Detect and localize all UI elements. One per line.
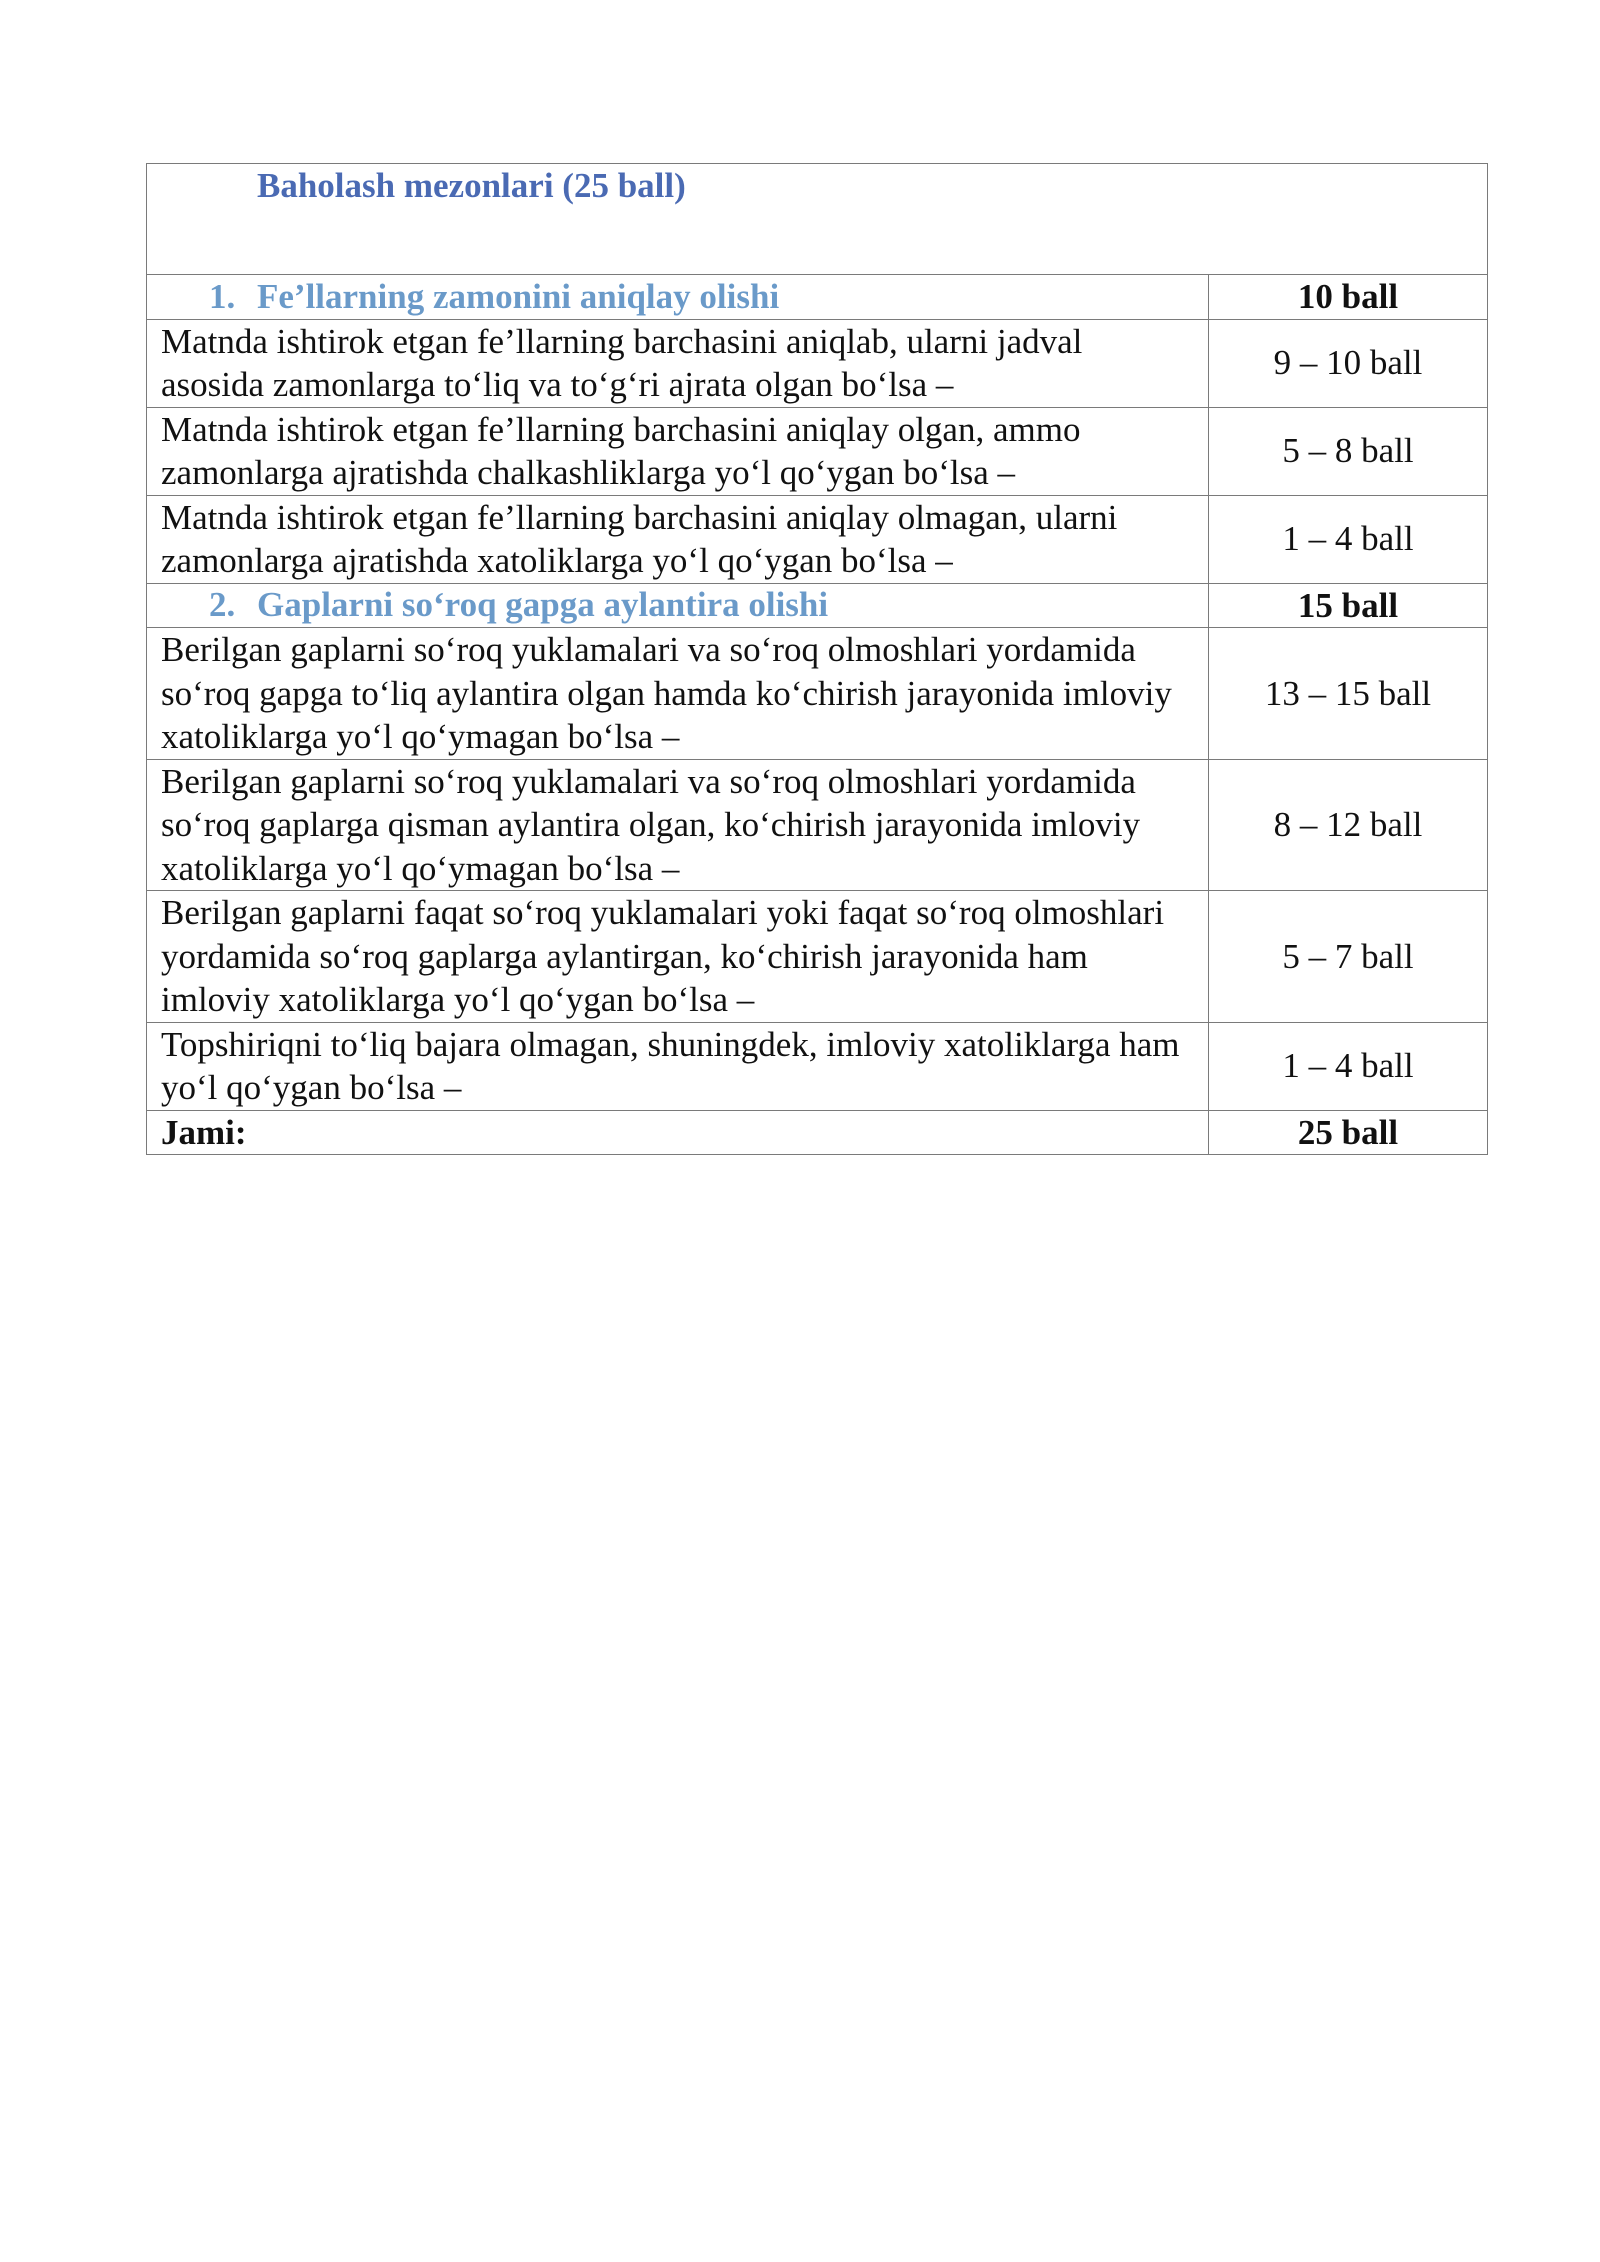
grading-criteria-table <box>146 163 1488 1155</box>
criteria-row <box>147 628 1488 760</box>
section-points: 10 ball <box>1209 275 1488 320</box>
section-header-row <box>147 275 1488 320</box>
section-title: Fe’llarning zamonini aniqlay olishi <box>257 276 780 316</box>
total-label: Jami: <box>147 1110 1209 1155</box>
criteria-description: Matnda ishtirok etgan fe’llarning barchasini aniqlab, ularni jadval asosida zamonlarga to‘liq va to‘g‘ri ajrata olgan bo‘lsa – <box>147 319 1209 407</box>
section-heading <box>147 275 1209 320</box>
section-header-row <box>147 583 1488 628</box>
criteria-score: 9 – 10 ball <box>1209 319 1488 407</box>
section-number: 2. <box>209 585 236 625</box>
title-row <box>147 164 1488 275</box>
criteria-score: 5 – 7 ball <box>1209 891 1488 1023</box>
title-cell <box>147 164 1488 275</box>
section-heading <box>147 583 1209 628</box>
criteria-description: Matnda ishtirok etgan fe’llarning barchasini aniqlay olmagan, ularni zamonlarga ajratishda xatoliklarga yo‘l qo‘ygan bo‘lsa – <box>147 495 1209 583</box>
criteria-description: Berilgan gaplarni faqat so‘roq yuklamalari yoki faqat so‘roq olmoshlari yordamida so‘roq gaplarga aylantirgan, ko‘chirish jarayonida ham imloviy xatoliklarga yo‘l qo‘ygan bo‘lsa – <box>147 891 1209 1023</box>
criteria-row <box>147 407 1488 495</box>
criteria-row <box>147 891 1488 1023</box>
criteria-score: 8 – 12 ball <box>1209 759 1488 891</box>
criteria-score: 13 – 15 ball <box>1209 628 1488 760</box>
section-title: Gaplarni so‘roq gapga aylantira olishi <box>257 585 829 625</box>
criteria-description: Berilgan gaplarni so‘roq yuklamalari va so‘roq olmoshlari yordamida so‘roq gapga to‘liq aylantira olgan hamda ko‘chirish jarayonida imloviy xatoliklarga yo‘l qo‘ymagan bo‘lsa – <box>147 628 1209 760</box>
total-points: 25 ball <box>1209 1110 1488 1155</box>
total-row <box>147 1110 1488 1155</box>
criteria-row <box>147 759 1488 891</box>
criteria-row <box>147 319 1488 407</box>
section-number: 1. <box>209 276 236 316</box>
criteria-score: 1 – 4 ball <box>1209 495 1488 583</box>
criteria-score: 1 – 4 ball <box>1209 1022 1488 1110</box>
criteria-description: Topshiriqni to‘liq bajara olmagan, shuningdek, imloviy xatoliklarga ham yo‘l qo‘ygan bo‘lsa – <box>147 1022 1209 1110</box>
criteria-description: Matnda ishtirok etgan fe’llarning barchasini aniqlay olgan, ammo zamonlarga ajratishda chalkashliklarga yo‘l qo‘ygan bo‘lsa – <box>147 407 1209 495</box>
criteria-row <box>147 1022 1488 1110</box>
criteria-score: 5 – 8 ball <box>1209 407 1488 495</box>
criteria-row <box>147 495 1488 583</box>
criteria-description: Berilgan gaplarni so‘roq yuklamalari va so‘roq olmoshlari yordamida so‘roq gaplarga qisman aylantira olgan, ko‘chirish jarayonida imloviy xatoliklarga yo‘l qo‘ymagan bo‘lsa – <box>147 759 1209 891</box>
table-title: Baholash mezonlari (25 ball) <box>257 166 686 205</box>
section-points: 15 ball <box>1209 583 1488 628</box>
